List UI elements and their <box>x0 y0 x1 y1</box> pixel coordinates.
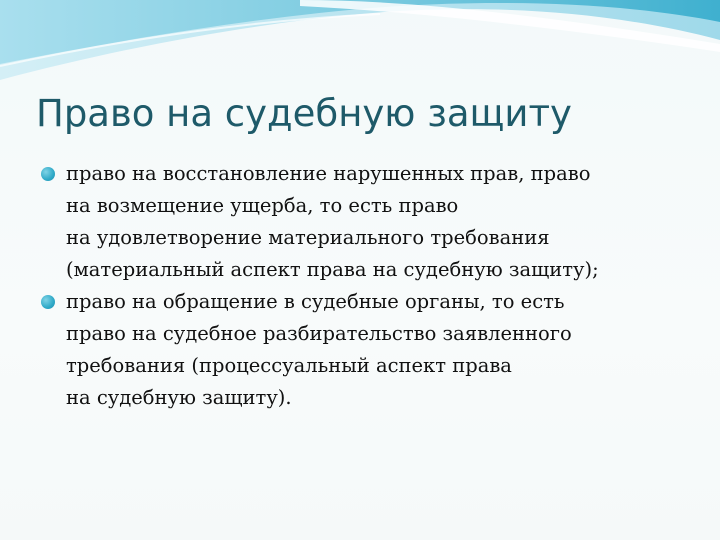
bullet-item <box>40 158 700 286</box>
bullet-text-line: на возмещение ущерба, то есть право <box>66 194 459 217</box>
bullet-dot-icon <box>41 295 55 309</box>
bullet-item <box>40 286 700 414</box>
bullet-dot-icon <box>41 167 55 181</box>
bullet-text-line: на удовлетворение материального требования <box>66 226 550 249</box>
bullet-text-line: право на обращение в судебные органы, то есть <box>66 290 565 313</box>
bullet-text-line: (материальный аспект права на судебную защиту); <box>66 258 599 281</box>
bullet-text-line: на судебную защиту). <box>66 386 292 409</box>
bullet-text-line: право на восстановление нарушенных прав, право <box>66 162 591 185</box>
bullet-text-line: право на судебное разбирательство заявленного <box>66 322 572 345</box>
bullet-list <box>40 158 700 414</box>
slide-title: Право на судебную защиту <box>36 92 572 135</box>
bullet-text-line: требования (процессуальный аспект права <box>66 354 512 377</box>
